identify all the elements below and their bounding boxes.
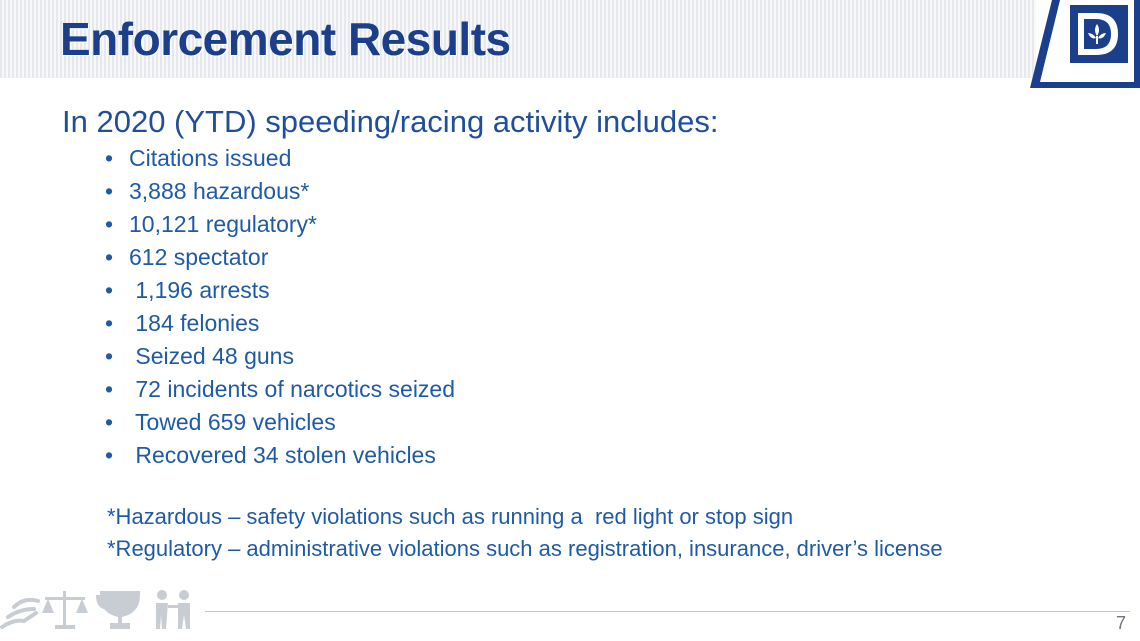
list-item [105, 406, 455, 439]
bullet-text: 612 spectator [129, 244, 269, 270]
bullet-dot: • [105, 178, 114, 204]
list-item [105, 274, 455, 307]
list-item [105, 142, 455, 175]
dallas-d-logo-icon [1030, 0, 1140, 90]
bullet-text: 72 incidents of narcotics seized [129, 376, 456, 402]
bullet-dot: • [105, 343, 114, 369]
bullet-dot: • [105, 145, 114, 171]
trophy-icon [96, 591, 140, 629]
bullet-text: 184 felonies [129, 310, 260, 336]
footer-icon-strip [0, 583, 200, 635]
list-item [105, 340, 455, 373]
slide-title: Enforcement Results [60, 13, 511, 65]
bullet-list [105, 142, 455, 472]
list-item [105, 439, 455, 472]
bullet-dot: • [105, 277, 114, 303]
bullet-dot: • [105, 442, 114, 468]
list-item [105, 373, 455, 406]
bullet-text: Seized 48 guns [129, 343, 294, 369]
page-number: 7 [1115, 613, 1126, 633]
bullet-dot: • [105, 376, 114, 402]
bullet-dot: • [105, 409, 114, 435]
bullet-dot: • [105, 211, 114, 237]
people-icon [156, 590, 190, 629]
subtitle: In 2020 (YTD) speeding/racing activity includes: [62, 104, 719, 139]
bullet-text: 3,888 hazardous* [129, 178, 310, 204]
scales-icon [42, 591, 88, 629]
list-item [105, 175, 455, 208]
footnote-regulatory: *Regulatory – administrative violations such as registration, insurance, driver’s license [107, 536, 943, 561]
hand-icon [2, 600, 38, 627]
footer-divider [205, 611, 1130, 612]
list-item [105, 241, 455, 274]
bullet-dot: • [105, 244, 114, 270]
list-item [105, 208, 455, 241]
bullet-text: 10,121 regulatory* [129, 211, 317, 237]
bullet-text: 1,196 arrests [129, 277, 270, 303]
bullet-text: Citations issued [129, 145, 292, 171]
bullet-dot: • [105, 310, 114, 336]
list-item [105, 307, 455, 340]
footnote-hazardous: *Hazardous – safety violations such as running a red light or stop sign [107, 504, 794, 529]
bullet-text: Towed 659 vehicles [129, 409, 336, 435]
bullet-text: Recovered 34 stolen vehicles [129, 442, 436, 468]
